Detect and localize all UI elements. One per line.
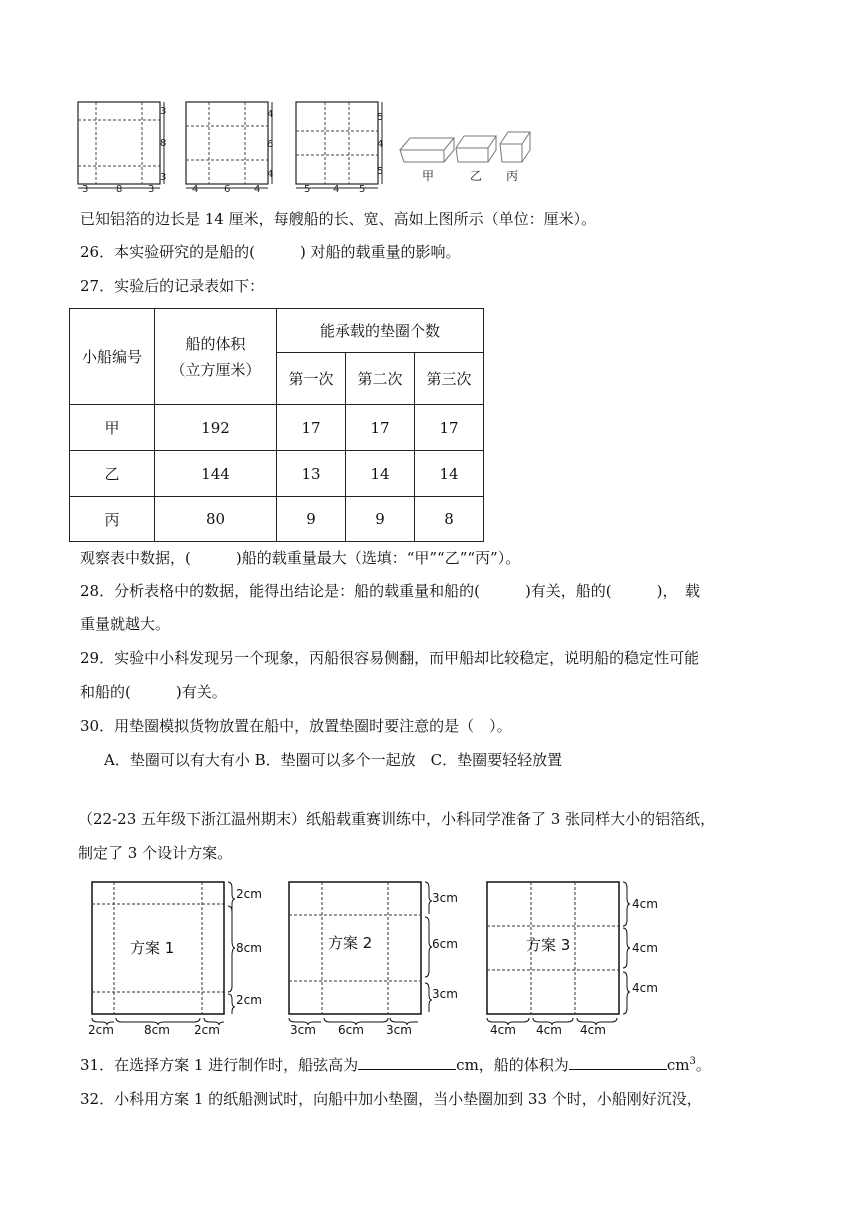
plan2-bottom-1: 4	[192, 184, 199, 194]
header-volume-line1: 船的体积	[185, 334, 246, 353]
header-boat-number: 小船编号	[70, 309, 155, 405]
plan2-bottom-3: 4	[254, 184, 261, 194]
answer-blank-volume[interactable]	[569, 1069, 667, 1070]
table-row	[70, 497, 484, 542]
row-trial-2: 17	[346, 405, 415, 451]
observe-text: 观察表中数据，( )船的载重量最大（选填：“甲”“乙”“丙”）。	[80, 549, 521, 567]
question-31-part-a: 31．在选择方案 1 进行制作时，船弦高为	[80, 1056, 359, 1074]
question-31-unit-exponent: 3	[689, 1056, 696, 1067]
boat-label-jia: 甲	[422, 169, 435, 183]
scheme1-side-2: 8cm	[236, 941, 262, 955]
header-trial-3: 第三次	[415, 353, 484, 405]
plan3-side-1: 5	[377, 112, 384, 123]
plan2-side-3: 4	[267, 169, 274, 180]
question-31-end: 。	[695, 1056, 711, 1074]
boat-label-bing: 丙	[506, 169, 519, 183]
plan3-side-3: 5	[377, 166, 384, 177]
row-volume: 80	[155, 497, 277, 542]
scheme2-label: 方案 2	[328, 934, 373, 952]
plan1-side-3: 3	[160, 172, 167, 183]
plan1-bottom-2: 8	[116, 184, 123, 194]
scheme3-label: 方案 3	[526, 936, 571, 954]
question-29-line1: 29．实验中小科发现另一个现象，丙船很容易侧翻，而甲船却比较稳定，说明船的稳定性可能	[80, 649, 700, 667]
row-boat-name: 丙	[70, 497, 155, 542]
plan3-bottom-2: 4	[333, 184, 340, 194]
record-table	[69, 308, 484, 542]
question-27: 27．实验后的记录表如下：	[80, 277, 265, 295]
scheme1-label: 方案 1	[130, 939, 175, 957]
row-boat-name: 乙	[70, 451, 155, 497]
scheme2-side-1: 3cm	[432, 891, 458, 905]
plan1-bottom-3: 3	[148, 184, 155, 194]
question-31-unit: cm	[666, 1056, 690, 1074]
scheme3-side-2: 4cm	[632, 941, 658, 955]
schemes-figure	[86, 876, 686, 1038]
question-26: 26．本实验研究的是船的( ) 对船的载重量的影响。	[80, 243, 461, 261]
plan2-side-1: 4	[267, 109, 274, 120]
header-volume-line2: （立方厘米）	[170, 360, 261, 379]
row-trial-3: 17	[415, 405, 484, 451]
folding-plans-figure	[70, 98, 540, 194]
scheme2-bottom-2: 6cm	[338, 1023, 364, 1037]
plan1-side-2: 8	[160, 138, 167, 149]
row-trial-1: 9	[277, 497, 346, 542]
context-line1: （22-23 五年级下浙江温州期末）纸船载重赛训练中，小科同学准备了 3 张同样大小的铝箔纸，	[78, 810, 716, 828]
scheme1-side-3: 2cm	[236, 993, 262, 1007]
row-trial-1: 17	[277, 405, 346, 451]
row-volume: 144	[155, 451, 277, 497]
scheme2-side-3: 3cm	[432, 987, 458, 1001]
row-boat-name: 甲	[70, 405, 155, 451]
plan3-bottom-1: 5	[304, 184, 311, 194]
plan2-side-2: 6	[267, 139, 274, 150]
scheme1-bottom-2: 8cm	[144, 1023, 170, 1037]
header-washer-count: 能承载的垫圈个数	[277, 309, 484, 353]
scheme3-side-1: 4cm	[632, 897, 658, 911]
question-29-line2: 和船的( )有关。	[80, 683, 227, 701]
row-trial-2: 14	[346, 451, 415, 497]
intro-text: 已知铝箔的边长是 14 厘米，每艘船的长、宽、高如上图所示（单位：厘米）。	[80, 210, 597, 228]
question-30-options: A．垫圈可以有大有小 B．垫圈可以多个一起放 C．垫圈要轻轻放置	[104, 751, 563, 769]
header-volume	[155, 309, 277, 405]
plan1-bottom-1: 3	[82, 184, 89, 194]
header-trial-2: 第二次	[346, 353, 415, 405]
scheme2-bottom-1: 3cm	[290, 1023, 316, 1037]
question-31	[80, 1054, 711, 1075]
scheme1-bottom-1: 2cm	[88, 1023, 114, 1037]
scheme3-bottom-3: 4cm	[580, 1023, 606, 1037]
boat-label-yi: 乙	[470, 169, 483, 183]
row-trial-3: 14	[415, 451, 484, 497]
table-row	[70, 451, 484, 497]
row-trial-3: 8	[415, 497, 484, 542]
plan3-side-2: 4	[377, 139, 384, 150]
question-28-line2: 重量就越大。	[80, 615, 171, 633]
question-30: 30．用垫圈模拟货物放置在船中，放置垫圈时要注意的是（ ）。	[80, 717, 512, 735]
question-32: 32．小科用方案 1 的纸船测试时，向船中加小垫圈，当小垫圈加到 33 个时，小船刚好沉没，	[80, 1090, 702, 1108]
header-trial-1: 第一次	[277, 353, 346, 405]
row-trial-1: 13	[277, 451, 346, 497]
answer-blank-height[interactable]	[358, 1069, 456, 1070]
row-trial-2: 9	[346, 497, 415, 542]
scheme3-side-3: 4cm	[632, 981, 658, 995]
scheme3-bottom-1: 4cm	[490, 1023, 516, 1037]
question-28-line1: 28．分析表格中的数据，能得出结论是：船的载重量和船的( )有关，船的( )， 载	[80, 582, 700, 600]
scheme3-bottom-2: 4cm	[536, 1023, 562, 1037]
scheme2-bottom-3: 3cm	[386, 1023, 412, 1037]
scheme1-bottom-3: 2cm	[194, 1023, 220, 1037]
row-volume: 192	[155, 405, 277, 451]
plan2-bottom-2: 6	[224, 184, 231, 194]
table-row	[70, 405, 484, 451]
plan3-bottom-3: 5	[359, 184, 366, 194]
plan1-side-1: 3	[160, 106, 167, 117]
scheme2-side-2: 6cm	[432, 937, 458, 951]
context-line2: 制定了 3 个设计方案。	[78, 844, 233, 862]
scheme1-side-1: 2cm	[236, 887, 262, 901]
question-31-part-b: cm，船的体积为	[456, 1056, 569, 1074]
